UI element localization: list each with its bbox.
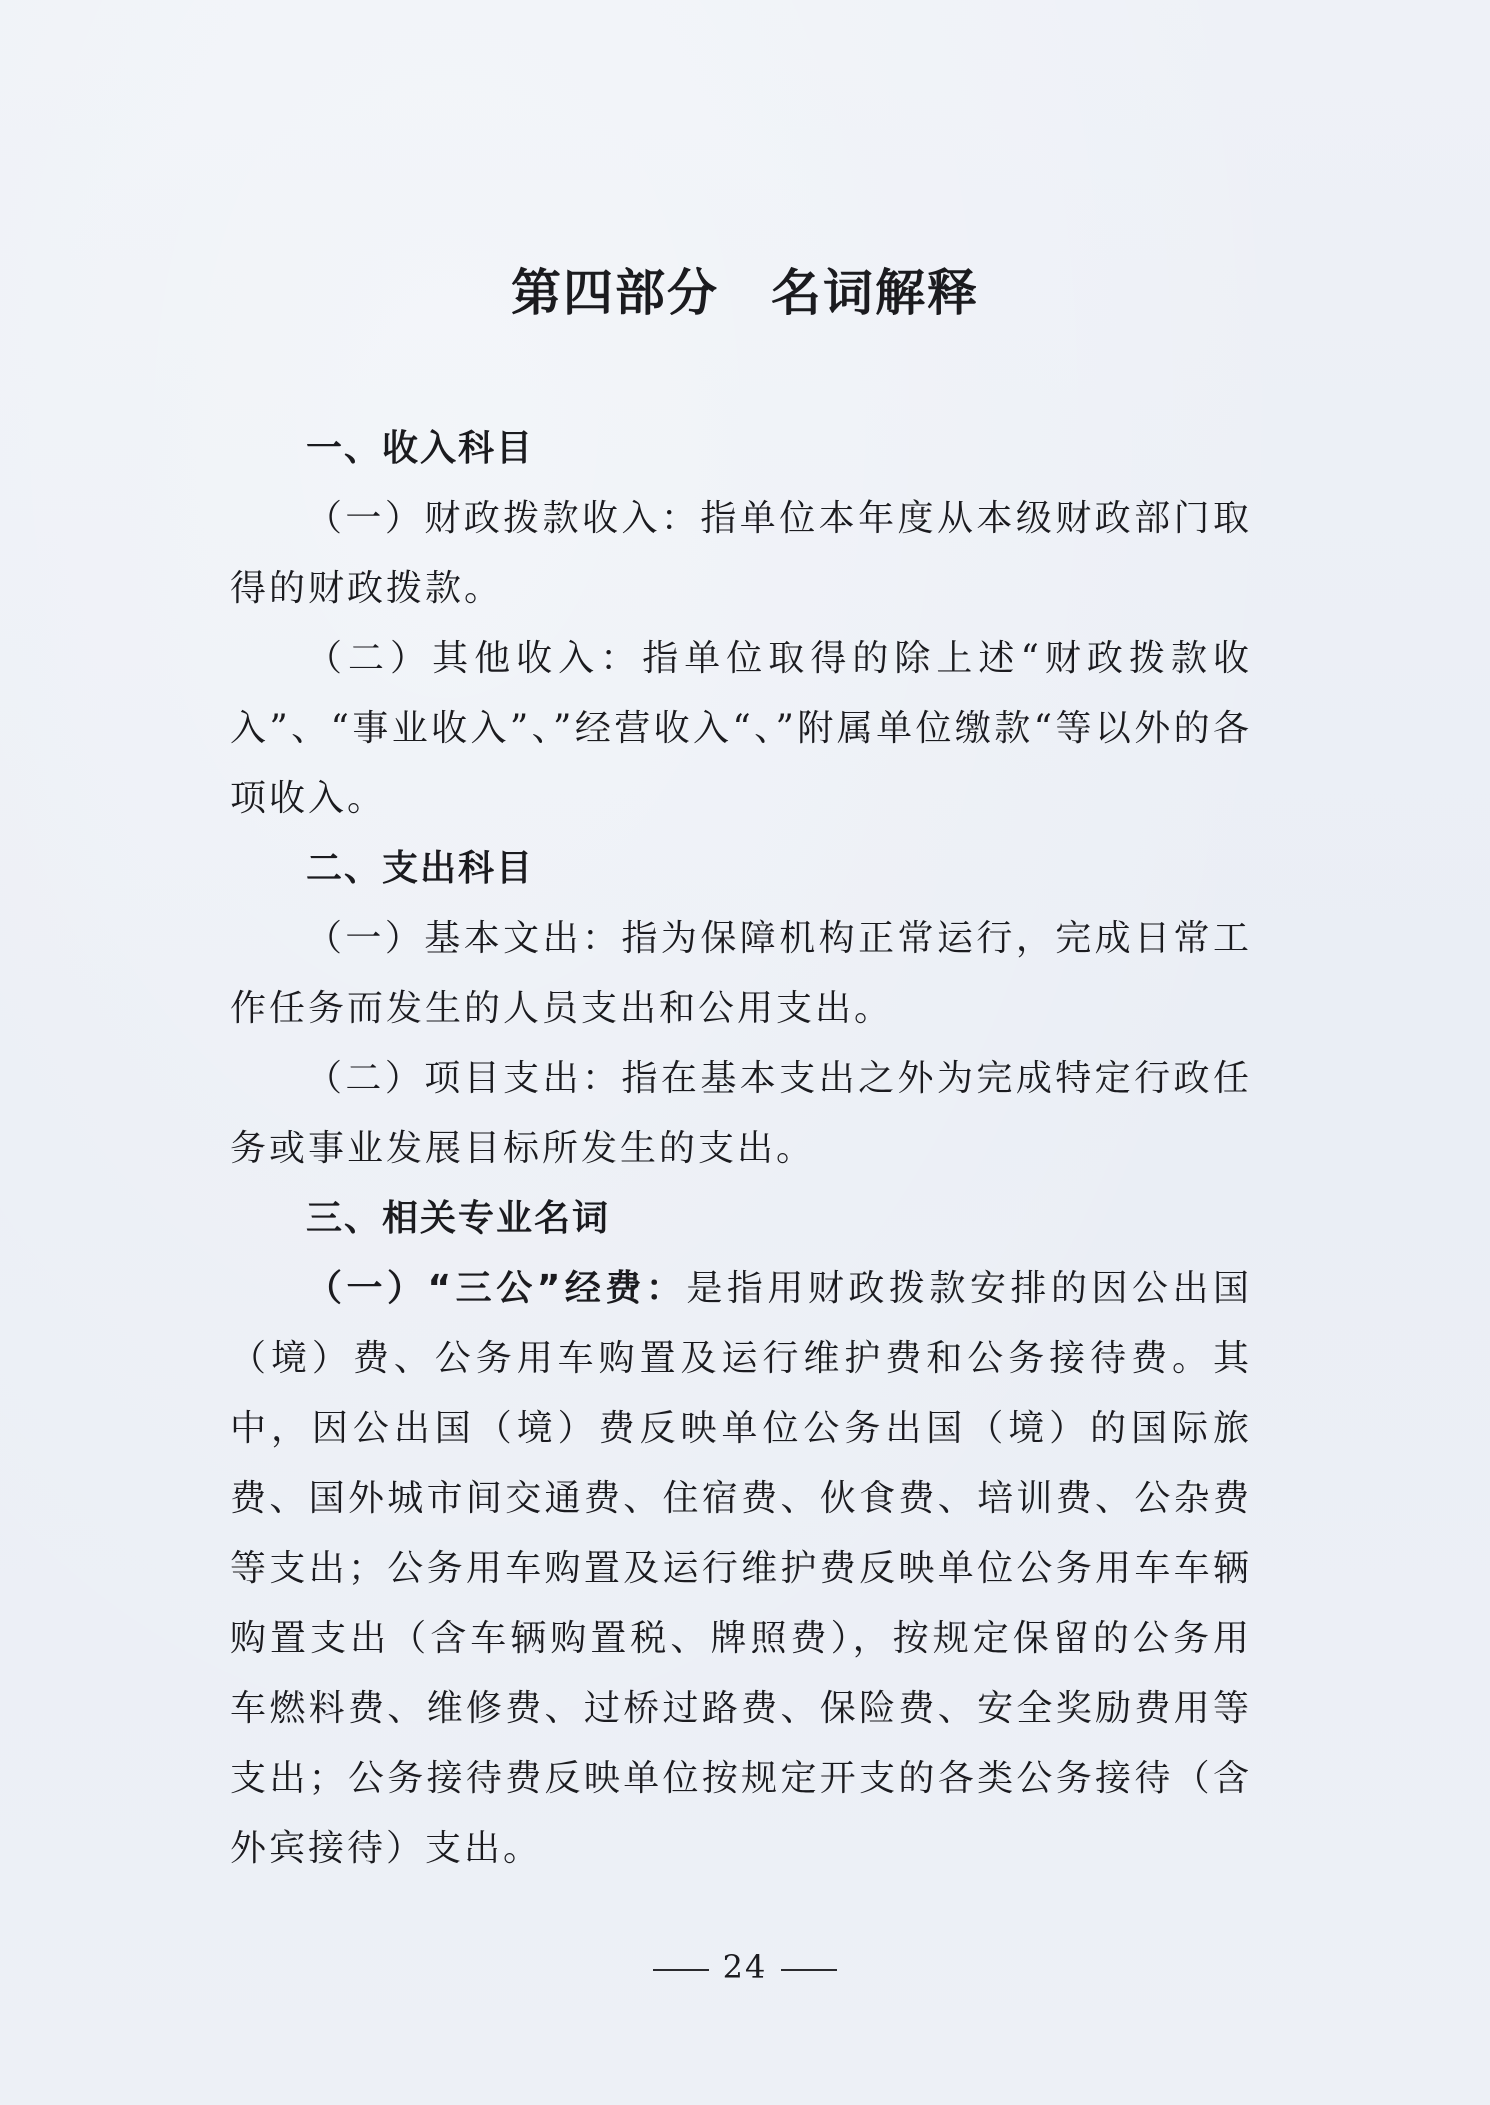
page-title: 第四部分 名词解释: [511, 263, 979, 322]
section-heading-expenditure: 二、支出科目: [306, 848, 535, 889]
page-number: 24: [722, 1948, 768, 1986]
section-heading-income: 一、收入科目: [306, 428, 535, 469]
paragraph-fiscal-appropriation-income: [230, 484, 1252, 624]
paragraph-text: （二）项目支出：指在基本支出之外为完成特定行政任务或事业发展目标所发生的支出。: [230, 1058, 1252, 1169]
paragraph-three-public-expenses: [230, 1254, 1252, 1884]
paragraph-text: （二）其他收入：指单位取得的除上述“财政拨款收入”、“事业收入”、”经营收入“、”附属单位缴款“等以外的各项收入。: [230, 638, 1252, 819]
footer-dash-left: [653, 1969, 709, 1971]
paragraph-project-expenditure: [230, 1044, 1252, 1184]
section-heading-terms: 三、相关专业名词: [306, 1198, 611, 1239]
term-lead: （一）“三公”经费：: [306, 1268, 687, 1309]
page-footer: [0, 1947, 1490, 1987]
paragraph-basic-expenditure: [230, 904, 1252, 1044]
paragraph-text: 是指用财政拨款安排的因公出国（境）费、公务用车购置及运行维护费和公务接待费。其中，因公出国（境）费反映单位公务出国（境）的国际旅费、国外城市间交通费、住宿费、伙食费、培训费、公杂费等支出；公务用车购置及运行维护费反映单位公务用车车辆购置支出（含车辆购置税、牌照费），按规定保留的公务用车燃料费、维修费、过桥过路费、保险费、安全奖励费用等支出；公务接待费反映单位按规定开支的各类公务接待（含外宾接待）支出。: [230, 1268, 1252, 1869]
paragraph-other-income: [230, 624, 1252, 834]
document-body: [230, 414, 1252, 1884]
footer-dash-right: [781, 1969, 837, 1971]
paragraph-text: （一）财政拨款收入：指单位本年度从本级财政部门取得的财政拨款。: [230, 498, 1252, 609]
paragraph-text: （一）基本文出：指为保障机构正常运行，完成日常工作任务而发生的人员支出和公用支出。: [230, 918, 1252, 1029]
